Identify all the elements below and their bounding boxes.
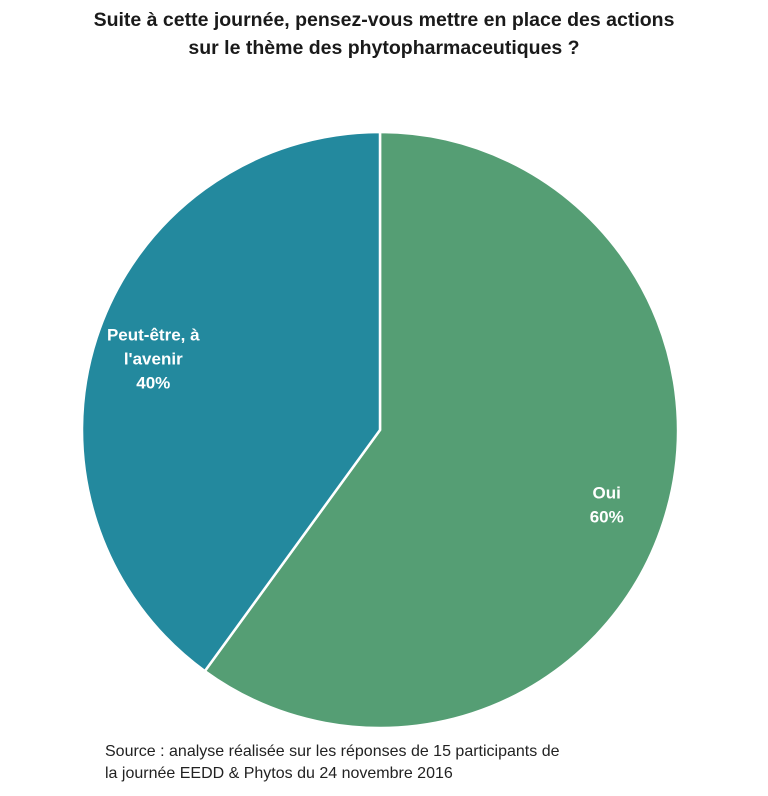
slice-category-label: Oui: [592, 483, 621, 503]
source-line-2: la journée EEDD & Phytos du 24 novembre 2016: [105, 765, 453, 782]
slice-category-label: l'avenir: [123, 349, 183, 369]
slice-value-label: 60%: [589, 507, 624, 527]
title-line-1: Suite à cette journée, pensez-vous mettre en place des actions: [93, 9, 675, 31]
source-note: [105, 741, 559, 785]
title-line-2: sur le thème des phytopharmaceutiques ?: [188, 37, 580, 59]
slice-value-label: 40%: [136, 373, 171, 393]
slice-category-label: Peut-être, à: [106, 325, 200, 345]
source-line-1: Source : analyse réalisée sur les réponses de 15 participants de: [105, 743, 560, 760]
